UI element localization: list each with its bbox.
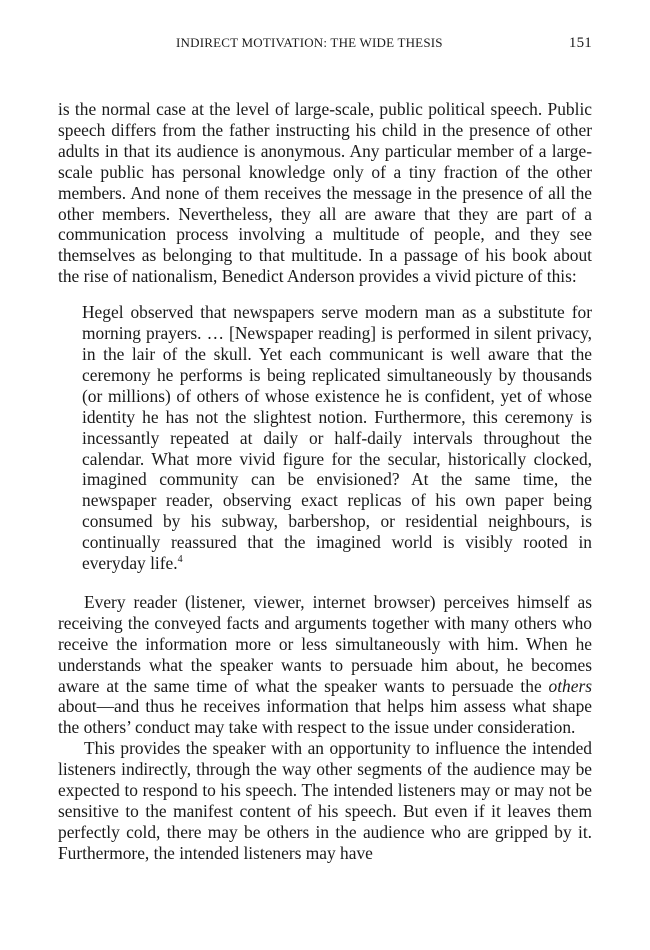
paragraph-reader-text-start: Every reader (listener, viewer, internet browser) perceives himself as receiving the conveyed facts and arguments together with many others who receive the information more or less simultaneously with him. When he understands what the speaker wants to persuade him about, he becomes aware at the same time of what the speaker wants to persuade the bbox=[58, 591, 592, 696]
paragraph-speaker: This provides the speaker with an opportunity to influence the intended listeners indirectly, through the way other segments of the audience may be expected to respond to his speech. The intended listeners may or may not be sensitive to the manifest content of his speech. But even if it leaves them perfectly cold, there may be others in the audience who are gripped by it. Furthermore, the intended listeners may have bbox=[58, 738, 592, 863]
paragraph-opening: is the normal case at the level of large-scale, public political speech. Public speech differs from the father instructing his child in the presence of other adults in that its audience is anonymous. Any particular member of a large-scale public has personal knowledge only of a tiny fraction of the other members. And none of them receives the message in the presence of all the other members. Nevertheless, they all are aware that they are part of a communication process involving a multitude of people, and they see themselves as belonging to that multitude. In a passage of his book about the rise of nationalism, Benedict Anderson provides a vivid picture of this: bbox=[58, 99, 592, 287]
running-title: INDIRECT MOTIVATION: THE WIDE THESIS bbox=[176, 35, 443, 50]
emphasis-others: others bbox=[548, 675, 592, 696]
footnote-reference: 4 bbox=[177, 554, 183, 566]
page-number: 151 bbox=[568, 35, 592, 51]
page-body bbox=[58, 99, 592, 864]
block-quote-text: Hegel observed that newspapers serve modern man as a substitute for morning prayers. … [Newspaper reading] is performed in silent privacy, in the lair of the skull. Yet each communicant is well aware that the ceremony he performs is being replicated simultaneously by thousands (or millions) of others of whose existence he is confident, yet of whose identity he has not the slightest notion. Furthermore, this ceremony is incessantly repeated at daily or half-daily intervals throughout the calendar. What more vivid figure for the secular, historically clocked, imagined community can be envisioned? At the same time, the newspaper reader, observing exact replicas of his own paper being consumed by his subway, barbershop, or residential neighbours, is continually reassured that the imagined world is visibly rooted in everyday life. bbox=[82, 302, 592, 574]
running-head bbox=[58, 35, 592, 55]
paragraph-reader bbox=[58, 592, 592, 738]
block-quote bbox=[82, 302, 592, 574]
paragraph-reader-text-end: about—and thus he receives information that helps him assess what shape the others’ conduct may take with respect to the issue under consideration. bbox=[58, 696, 592, 738]
